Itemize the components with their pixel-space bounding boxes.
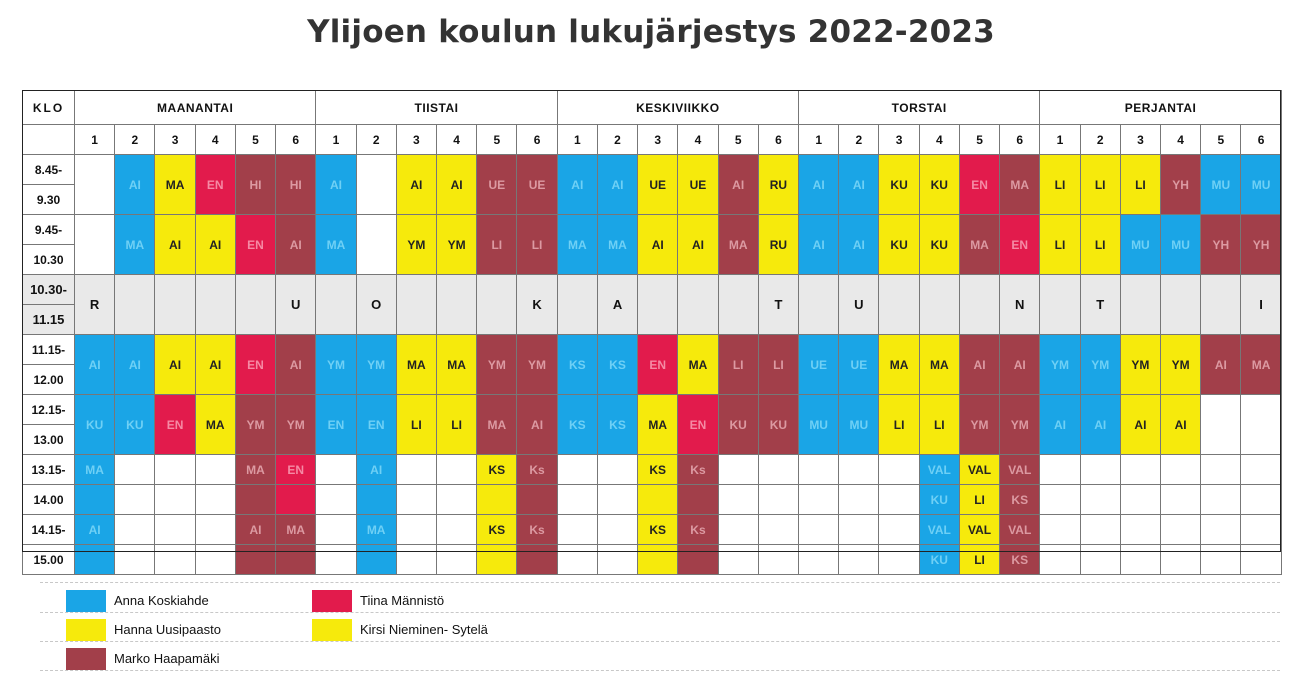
lesson-cell: YM (1080, 335, 1120, 395)
time-end: 10.30 (23, 245, 75, 275)
lesson-cell: KS (1000, 485, 1040, 515)
lesson-cell: AI (1080, 395, 1120, 455)
period-number: 5 (718, 125, 758, 155)
lesson-cell: VAL (1000, 455, 1040, 485)
lesson-cell: KU (879, 215, 919, 275)
lesson-cell: YM (436, 215, 476, 275)
time-end: 14.00 (23, 485, 75, 515)
day-header: TIISTAI (316, 91, 557, 125)
lesson-cell: YM (477, 335, 517, 395)
legend-label: Anna Koskiahde (114, 593, 209, 608)
lesson-cell: YM (1040, 335, 1080, 395)
period-number: 5 (1201, 125, 1241, 155)
time-end: 15.00 (23, 545, 75, 575)
lesson-cell: AI (276, 215, 316, 275)
lesson-cell: LI (1040, 215, 1080, 275)
lesson-cell: KS (477, 455, 517, 485)
lesson-cell: MU (839, 395, 879, 455)
lesson-cell: LI (919, 395, 959, 455)
lesson-cell: MA (477, 395, 517, 455)
lesson-cell: KS (638, 515, 678, 545)
lesson-cell: AI (1000, 335, 1040, 395)
period-number: 6 (276, 125, 316, 155)
lesson-cell: AI (959, 335, 999, 395)
lesson-cell: AI (718, 155, 758, 215)
lesson-cell: LI (396, 395, 436, 455)
break-cell: T (758, 275, 798, 335)
day-header: KESKIVIIKKO (557, 91, 798, 125)
legend-label: Tiina Männistö (360, 593, 445, 608)
lesson-cell: KS (638, 455, 678, 485)
legend-label: Kirsi Nieminen- Sytelä (360, 622, 488, 637)
lesson-cell: Ks (678, 455, 718, 485)
lesson-cell: EN (276, 455, 316, 485)
lesson-cell: MU (1241, 155, 1281, 215)
legend-swatch (66, 590, 106, 612)
lesson-cell: MA (396, 335, 436, 395)
divider (40, 670, 1280, 671)
lesson-cell: AI (75, 335, 115, 395)
break-cell: O (356, 275, 396, 335)
break-cell: N (1000, 275, 1040, 335)
lesson-cell: AI (436, 155, 476, 215)
lesson-cell: HI (276, 155, 316, 215)
lesson-cell: RU (758, 155, 798, 215)
period-number: 1 (316, 125, 356, 155)
lesson-cell: KU (115, 395, 155, 455)
lesson-cell: AI (799, 155, 839, 215)
lesson-cell: MU (1201, 155, 1241, 215)
break-cell: T (1080, 275, 1120, 335)
lesson-cell: LI (879, 395, 919, 455)
period-number: 2 (115, 125, 155, 155)
lesson-cell: AI (396, 155, 436, 215)
lesson-cell: KS (597, 395, 637, 455)
lesson-cell: AI (1201, 335, 1241, 395)
lesson-cell: AI (195, 215, 235, 275)
lesson-cell: UE (839, 335, 879, 395)
lesson-cell: LI (1080, 155, 1120, 215)
lesson-cell: VAL (959, 515, 999, 545)
lesson-cell: YM (1000, 395, 1040, 455)
lesson-cell: AI (839, 215, 879, 275)
lesson-cell: MA (235, 455, 275, 485)
lesson-cell: YM (316, 335, 356, 395)
lesson-cell: KU (919, 485, 959, 515)
lesson-cell: MU (1161, 215, 1201, 275)
lesson-cell: KU (718, 395, 758, 455)
lesson-cell: EN (195, 155, 235, 215)
period-number: 3 (155, 125, 195, 155)
lesson-cell: EN (316, 395, 356, 455)
period-number: 2 (597, 125, 637, 155)
lesson-cell: AI (1161, 395, 1201, 455)
break-cell: A (597, 275, 637, 335)
lesson-cell: AI (155, 335, 195, 395)
divider (40, 612, 1280, 613)
period-number: 3 (396, 125, 436, 155)
lesson-cell: VAL (1000, 515, 1040, 545)
lesson-cell: AI (638, 215, 678, 275)
lesson-cell: LI (477, 215, 517, 275)
legend-label: Hanna Uusipaasto (114, 622, 221, 637)
lesson-cell: MA (115, 215, 155, 275)
time-end: 9.30 (23, 185, 75, 215)
period-number: 1 (557, 125, 597, 155)
lesson-cell: Ks (517, 515, 557, 545)
period-number: 6 (1241, 125, 1281, 155)
time-start: 8.45- (23, 155, 75, 185)
period-number: 2 (839, 125, 879, 155)
lesson-cell: AI (839, 155, 879, 215)
day-header: MAANANTAI (75, 91, 316, 125)
lesson-cell: MA (356, 515, 396, 545)
lesson-cell: MA (195, 395, 235, 455)
lesson-cell: KU (919, 545, 959, 575)
day-header: PERJANTAI (1040, 91, 1281, 125)
lesson-cell: EN (678, 395, 718, 455)
lesson-cell: LI (959, 485, 999, 515)
day-header: TORSTAI (799, 91, 1040, 125)
time-start: 10.30- (23, 275, 75, 305)
lesson-cell: UE (477, 155, 517, 215)
lesson-cell: AI (517, 395, 557, 455)
time-end: 11.15 (23, 305, 75, 335)
lesson-cell: AI (356, 455, 396, 485)
lesson-cell: EN (235, 215, 275, 275)
lesson-cell: EN (638, 335, 678, 395)
period-number: 2 (356, 125, 396, 155)
lesson-cell: LI (1120, 155, 1160, 215)
lesson-cell: YH (1241, 215, 1281, 275)
time-start: 13.15- (23, 455, 75, 485)
lesson-cell: YM (959, 395, 999, 455)
legend-swatch (312, 619, 352, 641)
lesson-cell: KS (557, 395, 597, 455)
lesson-cell: UE (799, 335, 839, 395)
lesson-cell: AI (75, 515, 115, 545)
lesson-cell: EN (155, 395, 195, 455)
lesson-cell: YM (276, 395, 316, 455)
lesson-cell: UE (638, 155, 678, 215)
period-number: 3 (879, 125, 919, 155)
lesson-cell: LI (436, 395, 476, 455)
lesson-cell: YM (1161, 335, 1201, 395)
lesson-cell: YM (235, 395, 275, 455)
lesson-cell: Ks (678, 515, 718, 545)
lesson-cell: MA (1241, 335, 1281, 395)
lesson-cell: KS (557, 335, 597, 395)
period-number: 5 (477, 125, 517, 155)
lesson-cell: VAL (919, 515, 959, 545)
lesson-cell: AI (155, 215, 195, 275)
klo-header: KLO (23, 91, 75, 125)
period-number: 3 (1120, 125, 1160, 155)
lesson-cell: YM (356, 335, 396, 395)
page-title: Ylijoen koulun lukujärjestys 2022-2023 (307, 14, 995, 50)
period-number: 4 (919, 125, 959, 155)
divider (40, 582, 1280, 583)
break-cell: U (276, 275, 316, 335)
lesson-cell: MA (75, 455, 115, 485)
lesson-cell: KS (597, 335, 637, 395)
lesson-cell: RU (758, 215, 798, 275)
lesson-cell: LI (758, 335, 798, 395)
lesson-cell: AI (557, 155, 597, 215)
lesson-cell: EN (356, 395, 396, 455)
lesson-cell: MA (919, 335, 959, 395)
lesson-cell: MA (155, 155, 195, 215)
lesson-cell: KU (919, 215, 959, 275)
lesson-cell: UE (678, 155, 718, 215)
lesson-cell: AI (235, 515, 275, 545)
lesson-cell: EN (959, 155, 999, 215)
lesson-cell: MA (678, 335, 718, 395)
lesson-cell: AI (597, 155, 637, 215)
lesson-cell: MA (276, 515, 316, 545)
lesson-cell: VAL (919, 455, 959, 485)
lesson-cell: UE (517, 155, 557, 215)
period-number: 1 (799, 125, 839, 155)
lesson-cell: AI (115, 155, 155, 215)
lesson-cell: MA (718, 215, 758, 275)
lesson-cell: KS (477, 515, 517, 545)
lesson-cell: KU (919, 155, 959, 215)
period-number: 1 (1040, 125, 1080, 155)
lesson-cell: AI (1040, 395, 1080, 455)
time-start: 9.45- (23, 215, 75, 245)
lesson-cell: VAL (959, 455, 999, 485)
lesson-cell: MA (597, 215, 637, 275)
lesson-cell: MU (799, 395, 839, 455)
lesson-cell: EN (235, 335, 275, 395)
lesson-cell: MA (1000, 155, 1040, 215)
period-number: 3 (638, 125, 678, 155)
break-cell: U (839, 275, 879, 335)
lesson-cell: KU (758, 395, 798, 455)
lesson-cell: YH (1161, 155, 1201, 215)
lesson-cell: LI (1040, 155, 1080, 215)
period-number: 1 (75, 125, 115, 155)
time-start: 14.15- (23, 515, 75, 545)
period-number: 5 (959, 125, 999, 155)
period-number: 6 (758, 125, 798, 155)
lesson-cell: LI (718, 335, 758, 395)
period-number: 5 (235, 125, 275, 155)
lesson-cell: AI (799, 215, 839, 275)
lesson-cell: MA (638, 395, 678, 455)
lesson-cell: YM (1120, 335, 1160, 395)
lesson-cell: MA (879, 335, 919, 395)
lesson-cell: LI (959, 545, 999, 575)
period-number: 4 (436, 125, 476, 155)
legend-swatch (66, 648, 106, 670)
lesson-cell: MA (959, 215, 999, 275)
lesson-cell: HI (235, 155, 275, 215)
period-number: 4 (678, 125, 718, 155)
period-number: 6 (1000, 125, 1040, 155)
time-end: 13.00 (23, 425, 75, 455)
lesson-cell: MA (436, 335, 476, 395)
legend-swatch (312, 590, 352, 612)
lesson-cell: AI (276, 335, 316, 395)
lesson-cell: YM (517, 335, 557, 395)
lesson-cell: AI (195, 335, 235, 395)
period-number: 4 (195, 125, 235, 155)
legend-swatch (66, 619, 106, 641)
lesson-cell: KU (75, 395, 115, 455)
lesson-cell: AI (115, 335, 155, 395)
legend-label: Marko Haapamäki (114, 651, 220, 666)
lesson-cell: KU (879, 155, 919, 215)
lesson-cell: AI (316, 155, 356, 215)
break-cell: R (75, 275, 115, 335)
lesson-cell: MA (316, 215, 356, 275)
lesson-cell: YM (396, 215, 436, 275)
lesson-cell: LI (1080, 215, 1120, 275)
period-number: 2 (1080, 125, 1120, 155)
lesson-cell: EN (1000, 215, 1040, 275)
period-number: 4 (1161, 125, 1201, 155)
time-start: 11.15- (23, 335, 75, 365)
break-cell: I (1241, 275, 1281, 335)
lesson-cell: MU (1120, 215, 1160, 275)
lesson-cell: Ks (517, 455, 557, 485)
lesson-cell: MA (557, 215, 597, 275)
time-start: 12.15- (23, 395, 75, 425)
break-cell: K (517, 275, 557, 335)
time-end: 12.00 (23, 365, 75, 395)
lesson-cell: KS (1000, 545, 1040, 575)
period-number: 6 (517, 125, 557, 155)
timetable-frame (22, 90, 1281, 552)
lesson-cell: YH (1201, 215, 1241, 275)
lesson-cell: AI (1120, 395, 1160, 455)
lesson-cell: LI (517, 215, 557, 275)
lesson-cell: AI (678, 215, 718, 275)
divider (40, 641, 1280, 642)
